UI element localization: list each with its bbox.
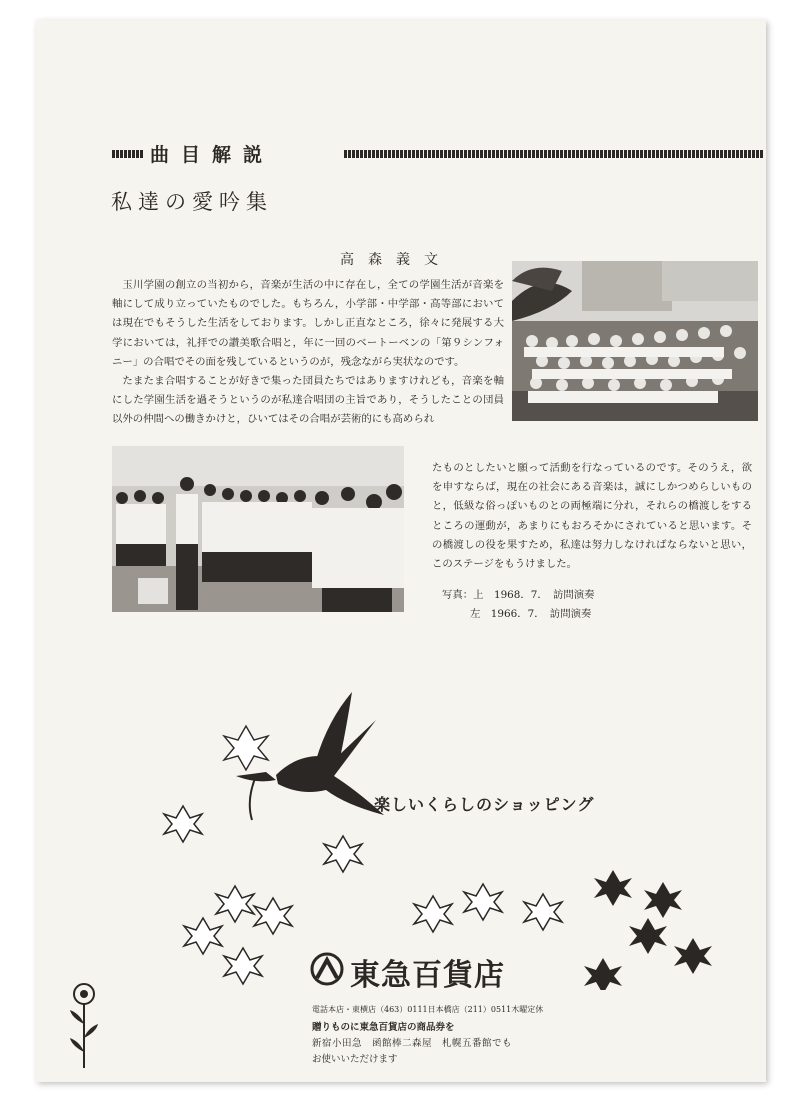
section-heading-row [112, 142, 766, 166]
ad-stores-line: 新宿小田急 函館棒二森屋 札幌五番館でも [312, 1038, 513, 1049]
ad-tagline: 楽しいくらしのショッピング [374, 795, 595, 814]
choir-photo-left [112, 446, 404, 612]
flower-stem-icon [66, 980, 102, 1070]
ad-usable-line: お使いいただけます [312, 1054, 398, 1065]
section-heading: 曲目解説 [150, 144, 275, 166]
article-body-continued: たものとしたいと願って活動を行なっているのです。そのうえ，欲を申すならば，現在の社会にある音楽は，誠にしかつめらしいものと，低級な俗っぽいものとの両極端に分れ，それらの橋渡しをするところの運動が，あまりにもおろそかにされていると思います。その橋渡しの役を果すため，私達は努力しなければならないと思い，このステージをもうけました。 [432, 462, 752, 571]
store-name: 東急百貨店 [350, 958, 505, 993]
store-emblem-icon [310, 952, 344, 986]
program-page [36, 20, 766, 1082]
caption-left: 左 1966．7． 訪問演奏 [470, 608, 592, 620]
article-author: 高森義文 [340, 252, 452, 268]
department-store-ad [36, 650, 766, 1080]
caption-top: 写真：上 1968．7． 訪問演奏 [442, 589, 595, 601]
photo-captions [442, 586, 595, 624]
heading-rule-left [112, 150, 144, 158]
paragraph: 玉川学園の創立の当初から，音楽が生活の中に存在し，全ての学園生活が音楽を軸にして成り立っていたものでした。もちろん，小学部・中学部・高等部においては現在でもそうした生活をしております。しかし正直なところ，徐々に発展する大学においては，礼拝での讃美歌合唱と，年に一回のベートーベンの「第９シンフォニー」の合唱でその面を残しているというのが，残念ながら実状なのです。 [112, 279, 504, 368]
heading-rule-right [344, 150, 764, 158]
paragraph: たまたま合唱することが好きで集った団員たちではありますけれども，音楽を軸にした学園生活を過そうというのが私達合唱団の主旨であり，そうしたことの団員以外の仲間への働きかけと，ひいてはその合唱が芸術的にも高められ [112, 375, 504, 426]
group-photo-top [512, 261, 758, 421]
ad-phone-line: 電話本店・東横店（463）0111日本橋店（211）0511木曜定休 [312, 1005, 544, 1014]
ad-gift-line: 贈りものに東急百貨店の商品券を [312, 1022, 455, 1033]
article-title: 私達の愛吟集 [111, 190, 273, 214]
article-body-first [112, 276, 504, 430]
